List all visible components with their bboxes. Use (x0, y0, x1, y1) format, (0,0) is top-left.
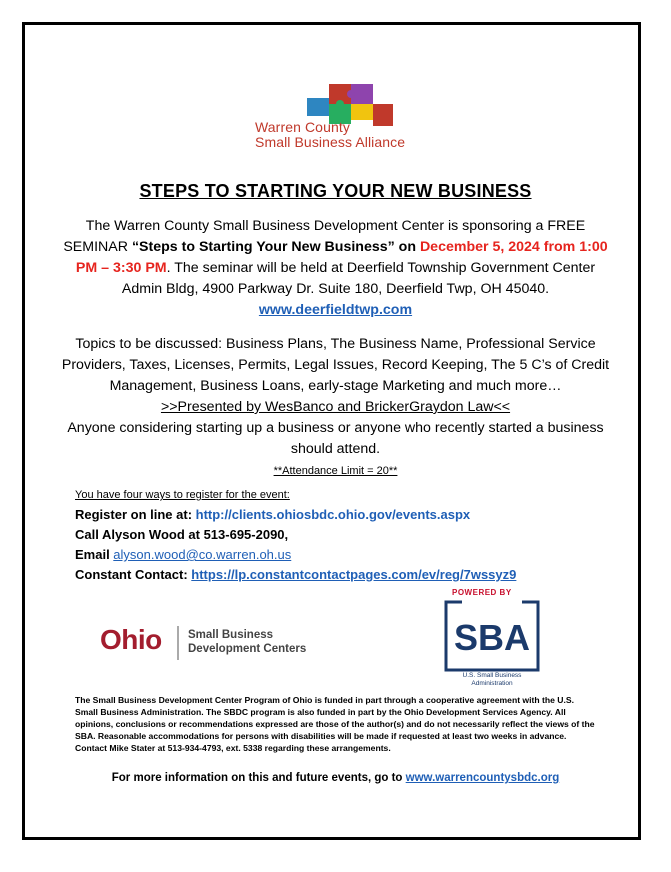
register-heading: You have four ways to register for the event: (75, 489, 290, 501)
presented-by: >>Presented by WesBanco and BrickerGraydon Law<< (160, 399, 511, 415)
logo-line2: Small Business Alliance (255, 134, 406, 150)
seminar-name: “Steps to Starting Your New Business” (131, 239, 395, 255)
intro-text-1: The Warren County Small Business Development Center is sponsoring a FREE SEMINAR (63, 218, 586, 255)
seminar-date: December 5, 2024 from 1:00 PM – 3:30 PM (75, 239, 608, 276)
logo-line1: Warren County (255, 119, 350, 135)
sba-logo (442, 588, 542, 692)
topics-text: Topics to be discussed: Business Plans, The Business Name, Professional Service Providers, Taxes, Licenses, Permits, Legal Issues, Record Keeping, The 5 C’s of Credit Management, Business Loans, early-stage Marketing and much more… (61, 336, 610, 394)
email-label: Email (75, 547, 114, 562)
intro-paragraph (60, 216, 611, 321)
footer (0, 772, 671, 784)
constant-contact-label: Constant Contact: (75, 567, 192, 582)
footer-text: For more information on this and future events, go to (111, 772, 406, 784)
online-register-link[interactable]: http://clients.ohiosbdc.ohio.gov/events.aspx (195, 507, 471, 522)
constant-contact-link[interactable]: https://lp.constantcontactpages.com/ev/reg/7wssyz9 (191, 567, 517, 582)
deerfield-website-link[interactable]: www.deerfieldtwp.com (258, 302, 413, 318)
funding-disclaimer: The Small Business Development Center Program of Ohio is funded in part through a cooperative agreement with the U.S. Small Business Administration. The SBDC program is also funded in part by the Ohio Development Services Agency. All opinions, conclusions or recommendations expressed are those of the author(s) and do not necessarily reflect the views of the SBA. Reasonable accommodations for persons with disabilities will be made if requested at least two weeks in advance. Contact Mike Stater at 513-934-4793, ext. 5338 regarding these arrangements. (75, 695, 595, 753)
topics-paragraph (60, 334, 611, 482)
page-title: STEPS TO STARTING YOUR NEW BUSINESS (139, 181, 532, 201)
email-link[interactable]: alyson.wood@co.warren.oh.us (113, 547, 292, 562)
svg-text:SBA: SBA (453, 617, 531, 658)
ohio-logo-line1: Small Business (188, 629, 274, 641)
online-label: Register on line at: (75, 507, 196, 522)
warren-county-logo (245, 78, 425, 158)
intro-on: on (394, 239, 420, 255)
audience-text: Anyone considering starting up a business or anyone who recently started a business should attend. (67, 420, 604, 457)
sba-caption-line1: U.S. Small Business (462, 672, 522, 679)
intro-text-2: . The seminar will be held at Deerfield Township Government Center Admin Bldg, 4900 Parkway Dr. Suite 180, Deerfield Twp, OH 45040. (121, 260, 596, 297)
ohio-wordmark: Ohio (100, 624, 162, 655)
call-info: Call Alyson Wood at 513-695-2090, (75, 527, 289, 542)
powered-by-text: POWERED BY (452, 588, 512, 597)
logo-divider (177, 626, 179, 660)
sba-caption-line2: Administration (471, 680, 513, 687)
registration-section (75, 484, 635, 585)
sba-mark-icon (442, 600, 542, 674)
ohio-logo-line2: Development Centers (188, 643, 307, 655)
sbdc-website-link[interactable]: www.warrencountysbdc.org (405, 772, 560, 784)
ohio-sbdc-logo (100, 622, 330, 664)
attendance-limit: **Attendance Limit = 20** (273, 465, 398, 477)
